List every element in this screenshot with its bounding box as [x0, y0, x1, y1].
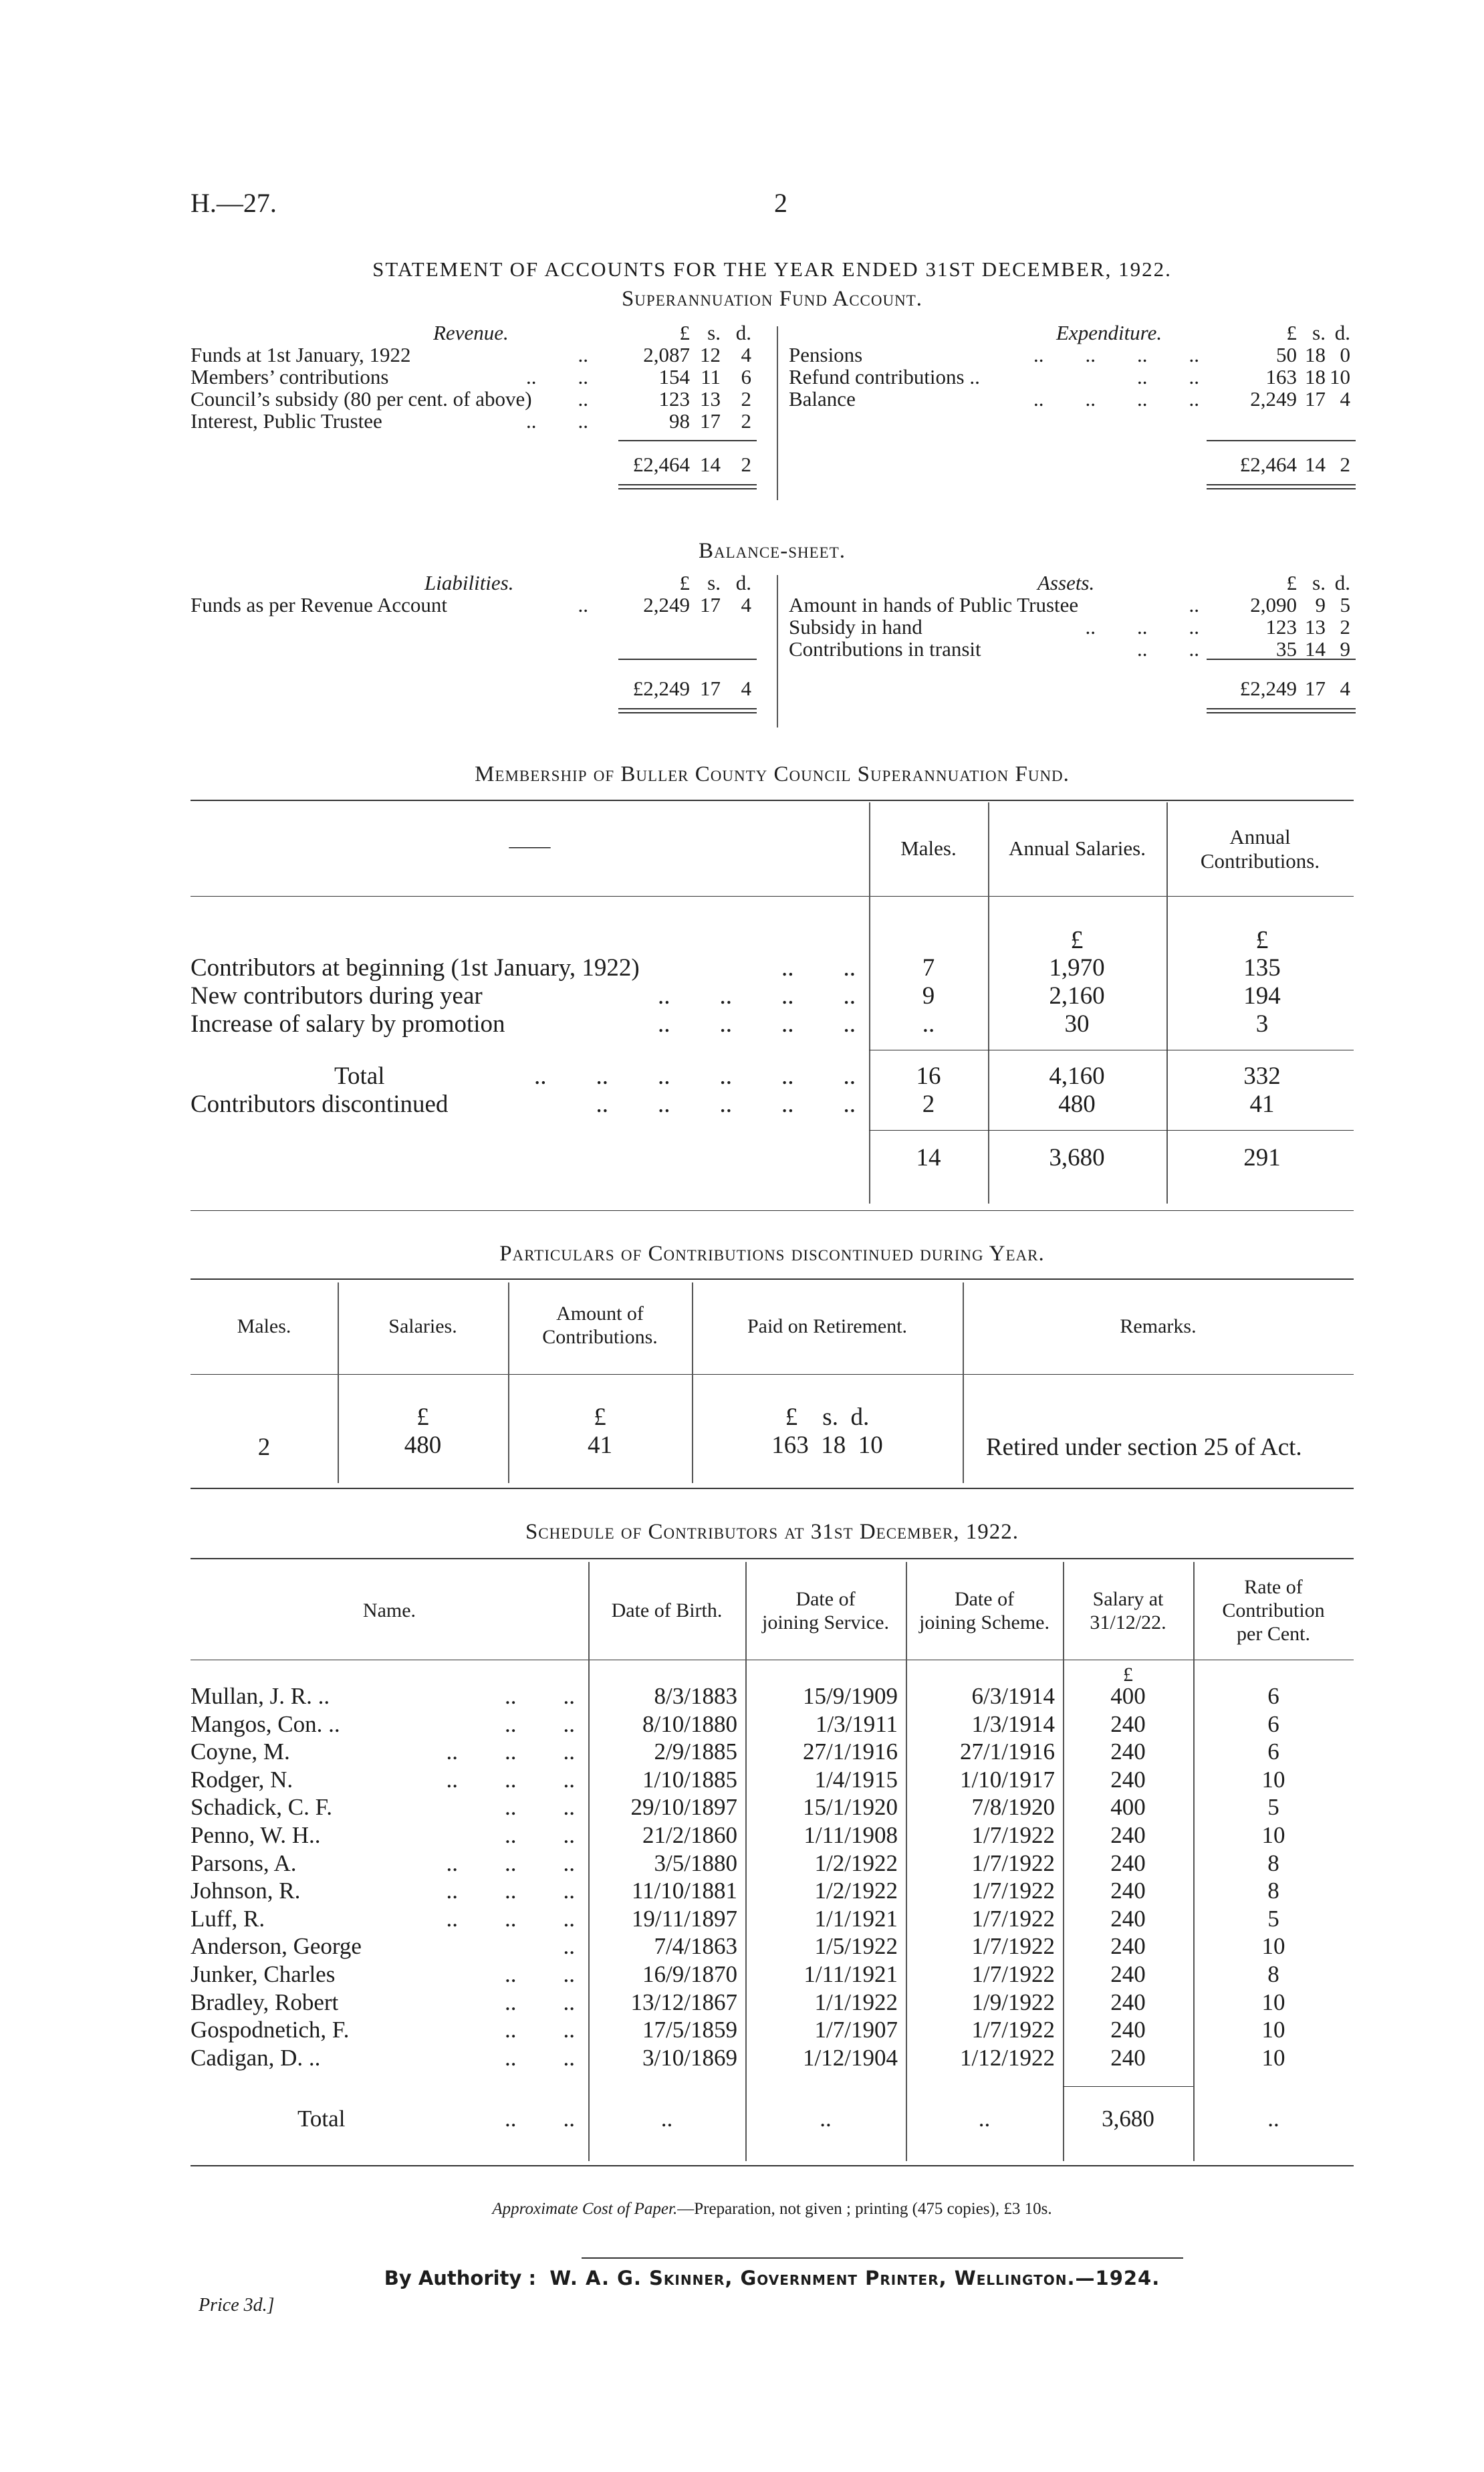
rate-value: 5 — [1267, 1794, 1279, 1820]
scheme-header-line2: joining Scheme. — [919, 1611, 1049, 1634]
amount-value: 41 — [588, 1432, 612, 1459]
contributor-name: Rodger, N. — [191, 1767, 293, 1793]
contributor-name: Gospodnetich, F. — [191, 2017, 350, 2043]
pounds-header: £ — [1286, 321, 1297, 344]
dob-value: 17/5/1859 — [642, 2017, 737, 2043]
rate-value: 5 — [1267, 1906, 1279, 1932]
shillings-value: 11 — [701, 365, 721, 388]
salary-value: 240 — [1110, 1933, 1146, 1959]
balance-divider — [777, 575, 778, 727]
total-salary: 3,680 — [1102, 2106, 1154, 2132]
total-pounds: £2,249 — [632, 677, 690, 700]
header-rule — [191, 896, 1354, 897]
shillings-value: 12 — [700, 343, 721, 366]
leader-dots: .. .. — [505, 2045, 575, 2071]
table-bottom-rule — [191, 1210, 1354, 1211]
subtotal-rule — [1207, 659, 1356, 660]
salary-value: 240 — [1110, 1738, 1146, 1765]
leader-dots: .. .. — [505, 2106, 575, 2132]
column-rule — [869, 802, 870, 1204]
leader-dots: .. — [1189, 593, 1199, 616]
pence-value: 5 — [1340, 593, 1350, 616]
total-label: Total — [334, 1062, 385, 1090]
discontinued-label: Contributors discontinued — [191, 1091, 449, 1118]
contributor-name: Schadick, C. F. — [191, 1794, 333, 1820]
pounds-value: 2,087 — [643, 343, 690, 366]
account-heading: Revenue. — [433, 321, 509, 344]
total-pounds: £2,464 — [1239, 453, 1297, 476]
page-number: 2 — [774, 188, 787, 218]
contributions-value: 194 — [1243, 982, 1281, 1010]
salaries-value: 480 — [1058, 1091, 1096, 1118]
dob-value: 21/2/1860 — [642, 1822, 737, 1848]
account-row-label: Council’s subsidy (80 per cent. of above) — [191, 387, 532, 411]
scheme-date: 7/8/1920 — [971, 1794, 1055, 1820]
rate-header-line2: Contribution — [1222, 1599, 1325, 1621]
cost-note — [191, 2200, 1354, 2219]
salary-unit: £ — [1123, 1664, 1133, 1686]
salaries-value: 2,160 — [1049, 982, 1105, 1010]
statement-divider — [777, 326, 778, 500]
account-row-label: Interest, Public Trustee — [191, 409, 382, 433]
shillings-value: 9 — [1315, 593, 1326, 616]
table-top-rule — [191, 800, 1354, 801]
leader-dots: .. .. .. .. .. — [596, 1091, 856, 1118]
salaries-value: 1,970 — [1049, 954, 1105, 982]
footer-rule — [582, 2257, 1183, 2259]
service-date: 15/9/1909 — [803, 1683, 898, 1709]
pence-header: d. — [735, 571, 751, 594]
pence-header: d. — [1334, 571, 1350, 594]
total-shillings: 17 — [700, 677, 721, 700]
membership-title: Membership of Buller County Council Superannuation Fund. — [475, 762, 1070, 786]
salary-value: 240 — [1110, 1767, 1146, 1793]
total-rule — [618, 484, 757, 485]
table-top-rule — [191, 1278, 1354, 1280]
salary-header: Salary at — [1092, 1588, 1164, 1610]
rate-value: 10 — [1261, 2017, 1285, 2043]
leader-dots: .. — [578, 387, 588, 411]
price-label: Price 3d.] — [199, 2295, 275, 2316]
rate-value: 10 — [1261, 1767, 1285, 1793]
scheme-date: 1/7/1922 — [971, 1878, 1055, 1904]
contributions-unit: £ — [1255, 926, 1269, 954]
dob-value: 13/12/1867 — [630, 1989, 737, 2015]
service-date: 1/12/1904 — [803, 2045, 898, 2071]
account-heading: Liabilities. — [424, 571, 514, 594]
service-date: 15/1/1920 — [803, 1794, 898, 1820]
rate-value: 6 — [1267, 1683, 1279, 1709]
scheme-date: 1/7/1922 — [971, 1850, 1055, 1876]
pence-value: 6 — [741, 365, 751, 388]
males-value: 16 — [916, 1062, 941, 1090]
shillings-value: 18 — [1305, 365, 1326, 388]
rate-value: 10 — [1261, 1822, 1285, 1848]
leader-dots: .. .. — [505, 1711, 575, 1737]
leader-dots: .. .. .. — [446, 1767, 575, 1793]
males-value: 2 — [257, 1434, 271, 1461]
pounds-value: 50 — [1276, 343, 1297, 366]
statement-subtitle: Superannuation Fund Account. — [621, 287, 923, 311]
paid-unit: £ s. d. — [785, 1403, 870, 1431]
cost-label: Approximate Cost of Paper. — [492, 2200, 678, 2218]
shillings-header: s. — [707, 571, 721, 594]
contributor-name: Cadigan, D. .. — [191, 2045, 321, 2071]
pence-value: 4 — [741, 593, 751, 616]
total-label: Total — [297, 2106, 346, 2132]
salary-value: 240 — [1110, 2045, 1146, 2071]
leader-dots: .. .. — [505, 2017, 575, 2043]
blank-header: —— — [509, 834, 551, 857]
rate-header: Rate of — [1244, 1576, 1303, 1598]
salary-value: 240 — [1110, 1989, 1146, 2015]
rate-value: 8 — [1267, 1961, 1279, 1987]
pounds-header: £ — [679, 571, 690, 594]
document-reference: H.—27. — [191, 188, 277, 218]
rate-value: 6 — [1267, 1711, 1279, 1737]
shillings-value: 17 — [700, 409, 721, 433]
leader-dots: .. .. .. — [446, 1850, 575, 1876]
leader-dots: .. .. — [505, 1794, 575, 1820]
rate-value: 8 — [1267, 1878, 1279, 1904]
header-rule — [191, 1374, 1354, 1375]
account-heading: Expenditure. — [1056, 321, 1162, 344]
scheme-date: 1/7/1922 — [971, 1961, 1055, 1987]
shillings-value: 18 — [1305, 343, 1326, 366]
rate-value: 10 — [1261, 2045, 1285, 2071]
shillings-header: s. — [1312, 571, 1326, 594]
service-date: 1/5/1922 — [814, 1933, 898, 1959]
leader-dots: .. .. .. .. — [1033, 387, 1199, 411]
scheme-date: 1/7/1922 — [971, 1933, 1055, 1959]
contributor-name: Anderson, George — [191, 1933, 362, 1959]
total-pounds: £2,464 — [632, 453, 690, 476]
contributor-name: Johnson, R. — [191, 1878, 301, 1904]
service-date: 1/11/1921 — [803, 1961, 898, 1987]
account-row-label: Funds at 1st January, 1922 — [191, 343, 411, 366]
leader-dots: .. .. — [505, 1989, 575, 2015]
scheme-header: Date of — [954, 1588, 1015, 1610]
salary-value: 240 — [1110, 1822, 1146, 1848]
membership-row-label: New contributors during year — [191, 982, 483, 1010]
leader-dots: .. .. .. — [446, 1878, 575, 1904]
salary-value: 400 — [1110, 1794, 1146, 1820]
account-row-label: Contributions in transit — [789, 637, 981, 661]
authority-label: By Authority : — [384, 2267, 537, 2289]
shillings-value: 17 — [1305, 387, 1326, 411]
shillings-value: 14 — [1305, 637, 1326, 661]
pence-value: 2 — [1340, 615, 1350, 639]
membership-row-label: Contributors at beginning (1st January, 1922) — [191, 954, 640, 982]
leader-dots: .. .. — [526, 365, 588, 388]
schedule-title: Schedule of Contributors at 31st December, 1922. — [525, 1520, 1019, 1544]
dob-value: 16/9/1870 — [642, 1961, 737, 1987]
contributions-value: 41 — [1249, 1091, 1275, 1118]
leader-dots: .. .. — [526, 409, 588, 433]
leader-dots: .. .. .. — [446, 1738, 575, 1765]
total-shillings: 14 — [1305, 453, 1326, 476]
salaries-unit: £ — [416, 1403, 429, 1431]
males-value: 2 — [922, 1091, 935, 1118]
salaries-value: 4,160 — [1049, 1062, 1105, 1090]
service-date: 1/4/1915 — [814, 1767, 898, 1793]
column-rule — [338, 1282, 339, 1483]
dob-value: 19/11/1897 — [631, 1906, 737, 1932]
total-rule — [618, 712, 757, 713]
service-date: 1/3/1911 — [815, 1711, 898, 1737]
table-bottom-rule — [191, 1488, 1354, 1489]
total-rule — [1207, 708, 1356, 709]
scheme-date: 1/9/1922 — [971, 1989, 1055, 2015]
scheme-date: 1/7/1922 — [971, 1906, 1055, 1932]
contributor-name: Parsons, A. — [191, 1850, 297, 1876]
rate-value: 6 — [1267, 1738, 1279, 1765]
pence-header: d. — [735, 321, 751, 344]
salary-total-rule — [1063, 2086, 1193, 2087]
particulars-title: Particulars of Contributions discontinued during Year. — [499, 1242, 1045, 1266]
pounds-value: 2,249 — [643, 593, 690, 616]
amount-header-line2: Contributions. — [542, 1326, 658, 1348]
dob-value: 8/10/1880 — [642, 1711, 737, 1737]
shillings-value: 13 — [700, 387, 721, 411]
contributor-name: Mangos, Con. .. — [191, 1711, 340, 1737]
shillings-header: s. — [1312, 321, 1326, 344]
membership-row-label: Increase of salary by promotion — [191, 1010, 505, 1038]
name-header: Name. — [362, 1599, 416, 1621]
total-rule — [618, 708, 757, 709]
shillings-header: s. — [707, 321, 721, 344]
leader-dots: .. .. — [1137, 365, 1199, 388]
service-date: 1/2/1922 — [814, 1878, 898, 1904]
salary-value: 240 — [1110, 1906, 1146, 1932]
pence-value: 10 — [1330, 365, 1350, 388]
scheme-date: 1/10/1917 — [960, 1767, 1055, 1793]
leader-dots: .. — [578, 593, 588, 616]
contributions-header: Annual Contributions. — [1200, 825, 1320, 873]
service-header: Date of — [795, 1588, 856, 1610]
subtotal-rule — [1207, 440, 1356, 441]
total-scheme: .. — [978, 2106, 991, 2132]
scheme-date: 1/3/1914 — [971, 1711, 1055, 1737]
service-date: 1/1/1921 — [814, 1906, 898, 1932]
paid-header: Paid on Retirement. — [747, 1315, 908, 1337]
dob-value: 29/10/1897 — [630, 1794, 737, 1820]
pounds-value: 154 — [658, 365, 690, 388]
pounds-header: £ — [679, 321, 690, 344]
dob-value: 3/10/1869 — [642, 2045, 737, 2071]
account-row-label: Funds as per Revenue Account — [191, 593, 447, 616]
account-heading: Assets. — [1037, 571, 1095, 594]
leader-dots: .. .. — [505, 1961, 575, 1987]
total-rule — [1207, 484, 1356, 485]
scheme-date: 6/3/1914 — [971, 1683, 1055, 1709]
salary-value: 240 — [1110, 1878, 1146, 1904]
account-row-label: Pensions — [789, 343, 863, 366]
service-date: 1/2/1922 — [814, 1850, 898, 1876]
leader-dots: .. .. — [1137, 637, 1199, 661]
scheme-date: 1/7/1922 — [971, 2017, 1055, 2043]
leader-dots: .. — [578, 343, 588, 366]
account-row-label: Balance — [789, 387, 856, 411]
salary-value: 240 — [1110, 1711, 1146, 1737]
contributor-name: Bradley, Robert — [191, 1989, 339, 2015]
pounds-value: 123 — [1265, 615, 1297, 639]
leader-dots: .. — [563, 1933, 575, 1959]
paid-value: 163 18 10 — [771, 1432, 883, 1459]
subtotal-rule — [618, 659, 757, 660]
pence-value: 2 — [741, 409, 751, 433]
total-rule — [618, 488, 757, 489]
leader-dots: .. .. .. — [446, 1906, 575, 1932]
pence-header: d. — [1334, 321, 1350, 344]
shillings-value: 17 — [700, 593, 721, 616]
contributor-name: Penno, W. H.. — [191, 1822, 321, 1848]
authority-line — [191, 2268, 1354, 2289]
shillings-value: 13 — [1305, 615, 1326, 639]
dob-header: Date of Birth. — [611, 1599, 723, 1621]
leader-dots: .. .. .. .. — [658, 982, 856, 1010]
salary-value: 240 — [1110, 1850, 1146, 1876]
contributions-value: 135 — [1243, 954, 1281, 982]
scheme-date: 1/7/1922 — [971, 1822, 1055, 1848]
pence-value: 4 — [1340, 387, 1350, 411]
rate-value: 8 — [1267, 1850, 1279, 1876]
total-shillings: 17 — [1305, 677, 1326, 700]
contributor-name: Mullan, J. R. .. — [191, 1683, 330, 1709]
contributor-name: Coyne, M. — [191, 1738, 290, 1765]
amount-unit: £ — [594, 1403, 606, 1431]
table-top-rule — [191, 1558, 1354, 1559]
salary-value: 400 — [1110, 1683, 1146, 1709]
pence-value: 2 — [741, 387, 751, 411]
salary-value: 240 — [1110, 2017, 1146, 2043]
service-date: 1/11/1908 — [803, 1822, 898, 1848]
leader-dots: .. .. — [505, 1683, 575, 1709]
amount-header: Amount of — [556, 1303, 644, 1325]
rate-value: 10 — [1261, 1933, 1285, 1959]
pounds-value: 2,249 — [1250, 387, 1297, 411]
total-service: .. — [820, 2106, 832, 2132]
cost-text: —Preparation, not given ; printing (475 copies), £3 10s. — [677, 2200, 1052, 2218]
total-rule — [1207, 712, 1356, 713]
dob-value: 11/10/1881 — [631, 1878, 737, 1904]
remarks-header: Remarks. — [1120, 1315, 1197, 1337]
total-rate: .. — [1267, 2106, 1279, 2132]
net-salaries: 3,680 — [1049, 1144, 1105, 1171]
males-value: 7 — [922, 954, 935, 982]
total-dob: .. — [660, 2106, 673, 2132]
males-header: Males. — [900, 836, 957, 860]
total-rule — [1207, 488, 1356, 489]
pence-value: 4 — [741, 343, 751, 366]
leader-dots: .. .. — [505, 1822, 575, 1848]
column-rule — [988, 802, 989, 1204]
contributor-name: Junker, Charles — [191, 1961, 336, 1987]
account-row-label: Subsidy in hand — [789, 615, 922, 639]
service-header-line2: joining Service. — [762, 1611, 889, 1634]
pounds-value: 163 — [1265, 365, 1297, 388]
dob-value: 7/4/1863 — [654, 1933, 737, 1959]
salary-value: 240 — [1110, 1961, 1146, 1987]
males-value: .. — [922, 1010, 935, 1038]
dob-value: 8/3/1883 — [654, 1683, 737, 1709]
rate-header-line3: per Cent. — [1237, 1623, 1310, 1645]
service-date: 1/1/1922 — [814, 1989, 898, 2015]
subtotal-rule — [618, 440, 757, 441]
authority-text: W. A. G. Skinner, Government Printer, Wellington.—1924. — [549, 2267, 1160, 2289]
total-pence: 2 — [1340, 453, 1350, 476]
pounds-value: 35 — [1276, 637, 1297, 661]
salaries-unit: £ — [1070, 926, 1084, 954]
service-date: 1/7/1907 — [814, 2017, 898, 2043]
account-row-label: Members’ contributions — [191, 365, 389, 388]
contributor-name: Luff, R. — [191, 1906, 265, 1932]
net-rule — [869, 1130, 1354, 1131]
remarks-value: Retired under section 25 of Act. — [986, 1434, 1302, 1461]
account-row-label: Refund contributions .. — [789, 365, 980, 388]
contributions-value: 332 — [1243, 1062, 1281, 1090]
leader-dots: .. .. .. .. — [1033, 343, 1199, 366]
salaries-value: 480 — [404, 1432, 442, 1459]
pence-value: 0 — [1340, 343, 1350, 366]
males-header: Males. — [237, 1315, 291, 1337]
leader-dots: .. .. .. — [1085, 615, 1199, 639]
dob-value: 1/10/1885 — [642, 1767, 737, 1793]
balance-sheet-title: Balance-sheet. — [698, 539, 846, 563]
dob-value: 2/9/1885 — [654, 1738, 737, 1765]
pounds-header: £ — [1286, 571, 1297, 594]
dob-value: 3/5/1880 — [654, 1850, 737, 1876]
service-date: 27/1/1916 — [803, 1738, 898, 1765]
pounds-value: 98 — [669, 409, 690, 433]
net-contributions: 291 — [1243, 1144, 1281, 1171]
total-pounds: £2,249 — [1239, 677, 1297, 700]
column-rule — [692, 1282, 693, 1483]
pounds-value: 2,090 — [1250, 593, 1297, 616]
total-pence: 2 — [741, 453, 751, 476]
salaries-value: 30 — [1064, 1010, 1090, 1038]
total-pence: 4 — [1340, 677, 1350, 700]
account-row-label: Amount in hands of Public Trustee — [789, 593, 1079, 616]
scheme-date: 27/1/1916 — [960, 1738, 1055, 1765]
column-rule — [963, 1282, 964, 1483]
total-shillings: 14 — [700, 453, 721, 476]
statement-title: STATEMENT OF ACCOUNTS FOR THE YEAR ENDED 31ST DECEMBER, 1922. — [372, 257, 1172, 281]
leader-dots: .. .. .. .. — [658, 1010, 856, 1038]
rate-value: 10 — [1261, 1989, 1285, 2015]
net-males: 14 — [916, 1144, 941, 1171]
leader-dots: .. .. — [781, 954, 856, 982]
salary-header-line2: 31/12/22. — [1090, 1611, 1166, 1634]
pounds-value: 123 — [658, 387, 690, 411]
salaries-header: Annual Salaries. — [1009, 836, 1146, 860]
pence-value: 9 — [1340, 637, 1350, 661]
salaries-header: Salaries. — [388, 1315, 457, 1337]
table-bottom-rule — [191, 2165, 1354, 2166]
males-value: 9 — [922, 982, 935, 1010]
leader-dots: .. .. .. .. .. .. — [534, 1062, 856, 1090]
total-pence: 4 — [741, 677, 751, 700]
contributions-value: 3 — [1255, 1010, 1269, 1038]
scheme-date: 1/12/1922 — [960, 2045, 1055, 2071]
